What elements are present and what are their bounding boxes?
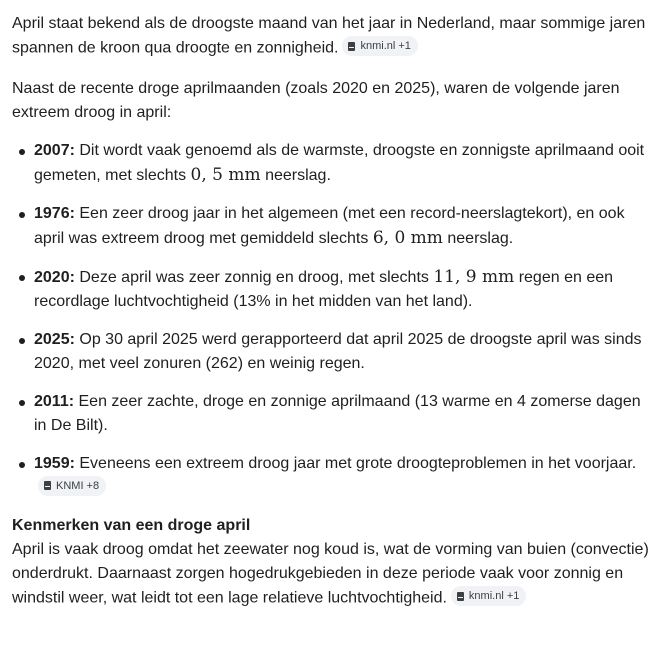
list-item [12,328,650,376]
list-item-text: Een zeer droog jaar in het algemeen (met een record-neerslagtekort), en ook april was extreem droog met gemiddeld slechts [34,204,625,247]
list-item-text-after: regen en een recordlage luchtvochtigheid (13% in het midden van het land). [34,268,614,310]
list-item-year: 1976: [34,204,75,222]
document-icon [44,481,51,490]
section-text: April is vaak droog omdat het zeewater nog koud is, wat de vorming van buien (convectie) onderdrukt. Daarnaast zorgen hogedrukgebieden in deze periode vaak voor zonnig en windstil weer, wat leidt tot een lage relatieve luchtvochtigheid. [12,541,649,607]
intro-text: April staat bekend als de droogste maand van het jaar in Nederland, maar sommige jaren spannen de kroon qua droogte en zonnigheid. [12,15,646,57]
list-item-year: 2020: [34,268,75,286]
dry-years-list [12,139,650,501]
list-item-value: 11, 9 mm [433,266,515,287]
list-item [12,390,650,438]
list-item-value: 0, 5 mm [190,164,261,185]
source-chip-intro[interactable] [342,36,417,56]
list-item-year: 2011: [34,392,75,410]
source-chip-label: knmi.nl +1 [468,590,520,602]
list-item-text-after: neerslag. [265,166,331,184]
source-chip-label: KNMI +8 [56,479,100,492]
list-item-year: 1959: [34,454,75,472]
intro-paragraph [12,12,650,61]
list-item-year: 2007: [34,141,75,159]
document-icon [457,592,464,601]
list-item-text: Eveneens een extreem droog jaar met grote droogteproblemen in het voorjaar. [79,454,637,472]
source-chip-1959[interactable] [38,476,106,496]
document-icon [348,42,355,51]
list-item-text: Dit wordt vaak genoemd als de warmste, droogste en zonnigste aprilmaand ooit gemeten, met slechts [34,141,645,184]
list-item-year: 2025: [34,330,75,348]
source-chip-label: knmi.nl +1 [360,40,411,52]
lead-paragraph: Naast de recente droge aprilmaanden (zoals 2020 en 2025), waren de volgende jaren extreem droog in april: [12,79,620,121]
list-item-text: Een zeer zachte, droge en zonnige aprilmaand (13 warme en 4 zomerse dagen in De Bilt). [34,392,641,434]
list-item-text: Deze april was zeer zonnig en droog, met slechts [79,268,429,286]
source-chip-section[interactable] [451,586,526,606]
list-item [12,202,650,251]
section-paragraph [12,538,650,611]
list-item-text-after: neerslag. [447,229,514,247]
list-item-value: 6, 0 mm [372,227,443,248]
list-item [12,265,650,314]
list-item-text: Op 30 april 2025 werd gerapporteerd dat april 2025 de droogste april was sinds 2020, met veel zonuren (262) en weinig regen. [34,330,642,372]
list-item [12,452,650,501]
section-heading: Kenmerken van een droge april [12,517,251,534]
list-item [12,139,650,188]
